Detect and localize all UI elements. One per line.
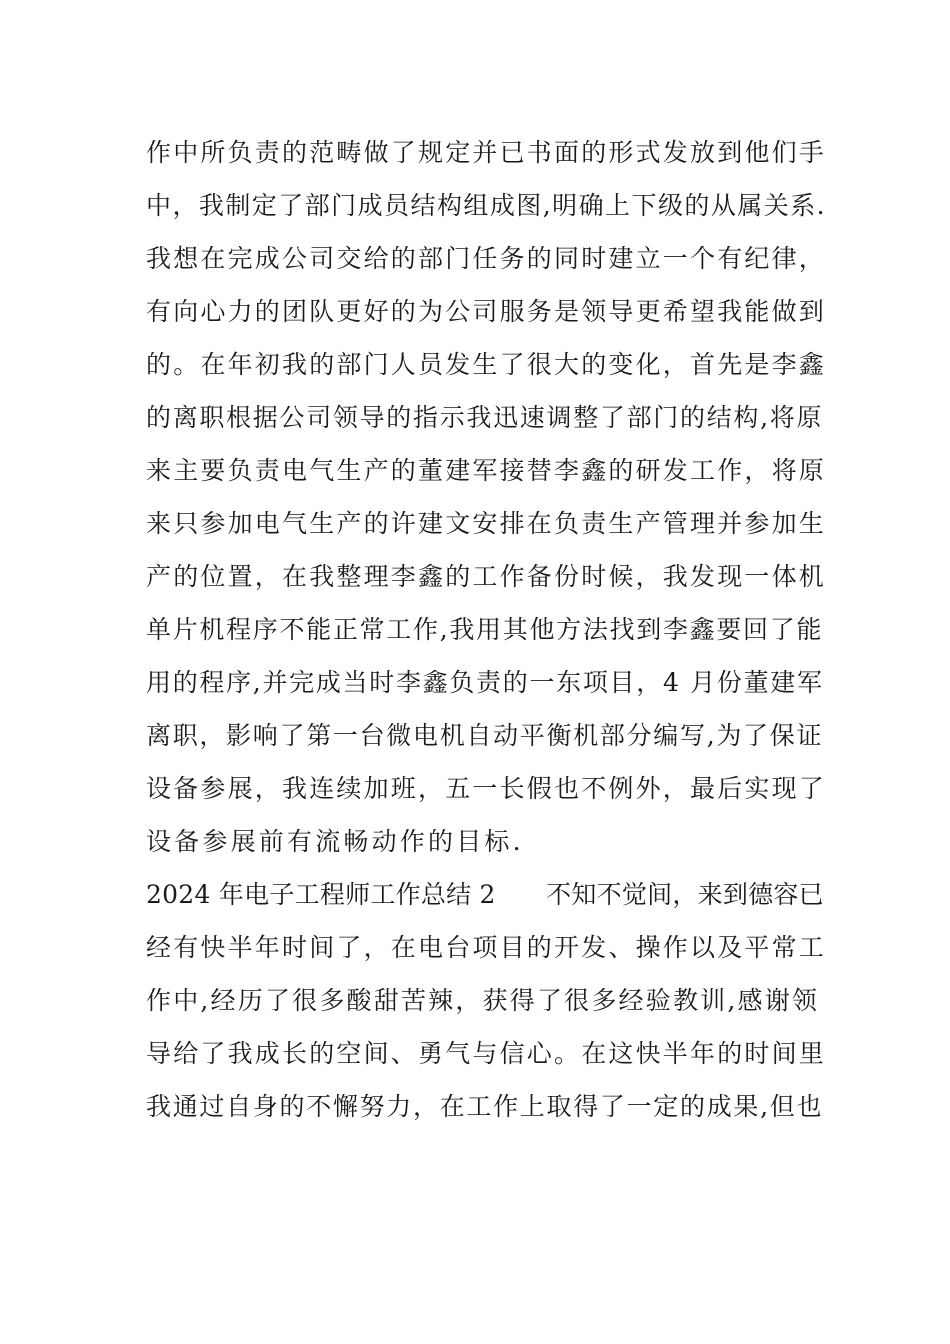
text-line: 设备参展前有流畅动作的目标. [146,827,524,856]
text-line: 有向心力的团队更好的为公司服务是领导更希望我能做到 [146,297,827,326]
text-line: 设备参展，我连续加班，五一长假也不例外，最后实现了 [146,774,827,803]
text-line: 单片机程序不能正常工作,我用其他方法找到李鑫要回了能 [146,615,824,644]
text-line: 导给了我成长的空间、勇气与信心。在这快半年的时间里 [146,1039,827,1068]
text-line: 我想在完成公司交给的部门任务的同时建立一个有纪律， [146,244,827,273]
text-line: 我通过自身的不懈努力，在工作上取得了一定的成果,但也 [146,1092,824,1121]
text-line: 作中所负责的范畴做了规定并已书面的形式发放到他们手 [146,138,827,167]
text-line: 用的程序,并完成当时李鑫负责的一东项目，4 月份董建军 [146,668,824,697]
section-heading-line: 2024 年电子工程师工作总结 2 不知不觉间，来到德容已 [146,880,824,909]
text-line: 的离职根据公司领导的指示我迅速调整了部门的结构,将原 [146,403,824,432]
body-text [146,126,826,1133]
text-line: 产的位置，在我整理李鑫的工作备份时候，我发现一体机 [146,562,827,591]
text-line: 作中,经历了很多酸甜苦辣，获得了很多经验教训,感谢领 [146,986,820,1015]
text-line: 的。在年初我的部门人员发生了很大的变化，首先是李鑫 [146,350,827,379]
text-line: 中，我制定了部门成员结构组成图,明确上下级的从属关系. [146,191,827,220]
text-line: 来只参加电气生产的许建文安排在负责生产管理并参加生 [146,509,827,538]
text-line: 经有快半年时间了，在电台项目的开发、操作以及平常工 [146,933,827,962]
text-line: 离职，影响了第一台微电机自动平衡机部分编写,为了保证 [146,721,824,750]
text-line: 来主要负责电气生产的董建军接替李鑫的研发工作，将原 [146,456,827,485]
